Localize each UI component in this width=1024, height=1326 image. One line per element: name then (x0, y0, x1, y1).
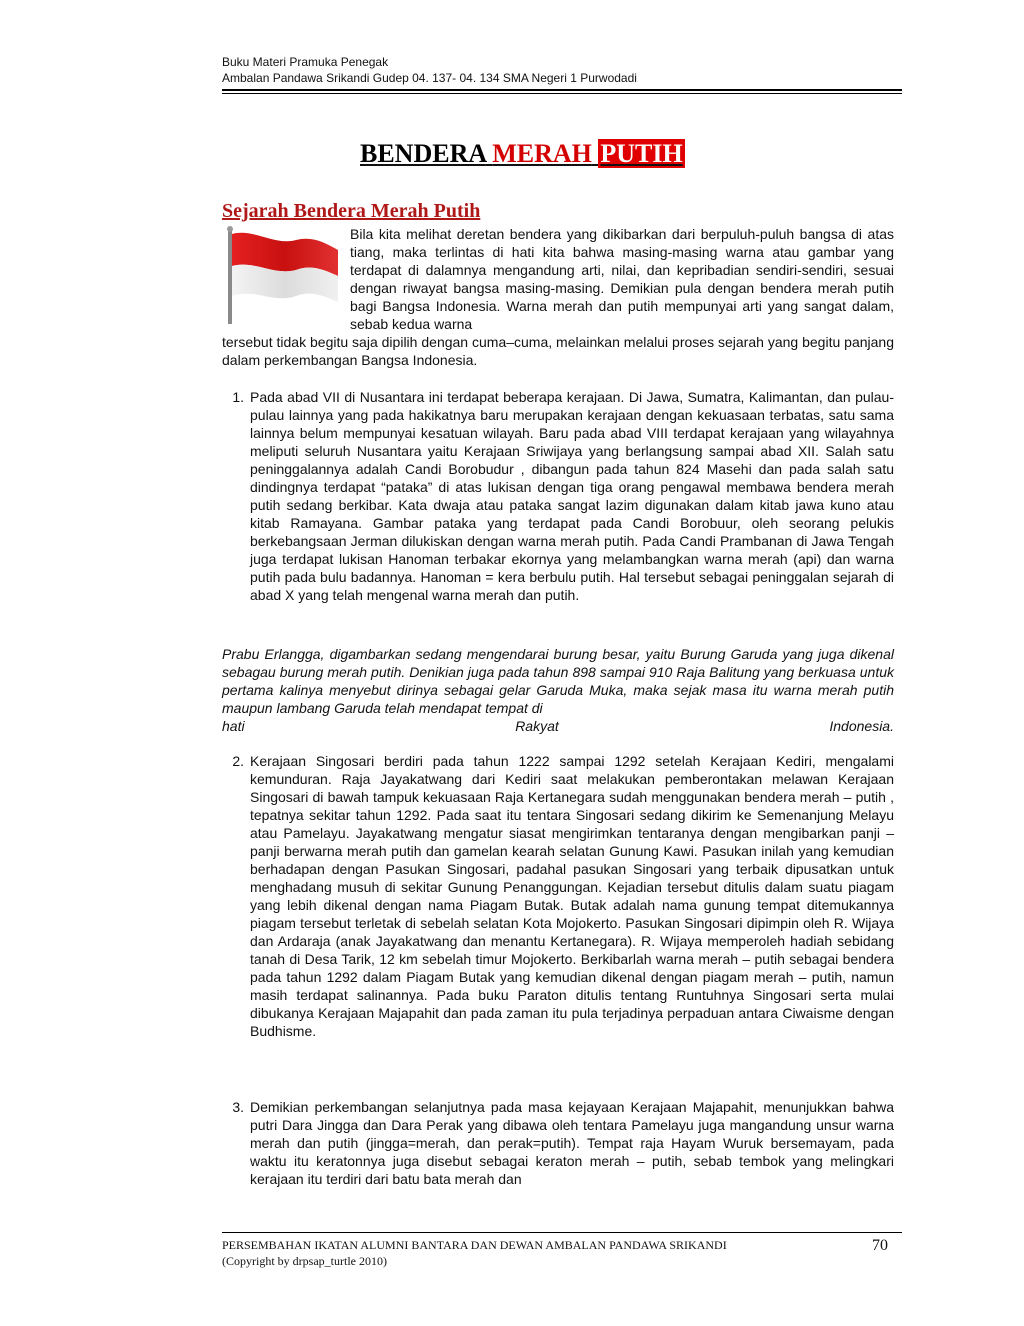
running-footer (222, 1237, 727, 1269)
italic-paragraph-last-line (222, 717, 894, 735)
italic-word-indonesia: Indonesia. (829, 718, 894, 734)
footer-rule (222, 1232, 902, 1233)
footer-line-1: PERSEMBAHAN IKATAN ALUMNI BANTARA DAN DEWAN AMBALAN PANDAWA SRIKANDI (222, 1238, 727, 1252)
title-word-merah: MERAH (492, 139, 592, 168)
title-word-putih: PUTIH (600, 139, 683, 168)
italic-paragraph-text: Prabu Erlangga, digambarkan sedang mengendarai burung besar, yaitu Burung Garuda yang juga dikenal sebagau burung merah putih. Denikian juga pada tahun 898 sampai 910 Raja Balitung yang berkuasa untuk pertama kalinya menyebut dirinya sebagai gelar Garuda Muka, maka sejak masa itu warna merah putih maupun lambang Garuda telah mendapat tempat di (222, 646, 894, 716)
page-number: 70 (872, 1237, 888, 1254)
header-line-1: Buku Materi Pramuka Penegak (222, 55, 389, 69)
list-number-3: 3. (232, 1099, 244, 1115)
italic-paragraph (222, 645, 894, 735)
intro-paragraph-continued: tersebut tidak begitu saja dipilih dengan cuma–cuma, melainkan melalui proses sejarah yang begitu panjang dalam perkembangan Bangsa Indonesia. (222, 334, 894, 368)
header-rule-thin (222, 93, 902, 94)
list-number-1: 1. (232, 389, 244, 405)
running-header (222, 54, 902, 86)
flag-pole-finial (227, 226, 233, 232)
list-item-2: Kerajaan Singosari berdiri pada tahun 1222 sampai 1292 setelah Kerajaan Kediri, mengalami kemunduran. Raja Jayakatwang dari Kediri saat melakukan pemberontakan melawan Kerajaan Singosari di bawah tampuk kekuasaan Raja Kertanegara sudah menggunakan bendera merah – putih , tepatnya sekitar tahun 1292. Pada saat itu tentara Singosari sedang dikirim ke Semenanjung Melayu atau Pamelayu. Jayakatwang mengatur siasat mengirimkan tentaranya dengan mengibarkan panji – panji berwarna merah putih dan gamelan kearah selatan Gunung Kawi. Pasukan inilah yang kemudian berhadapan dengan Pasukan Singosari, padahal pasukan Singosari yang terbaik dipusatkan untuk menghadang musuh di sekitar Gunung Penanggungan. Kejadian tersebut ditulis dalam suatu piagam yang lebih dikenal dengan nama Piagam Butak. Butak adalah nama gunung tempat ditemukannya piagam tersebut terletak di sebelah selatan Kota Mojokerto. Pasukan Singosari dipimpin oleh R. Wijaya dan Ardaraja (anak Jayakatwang dan menantu Kertanegara). R. Wijaya memperoleh hadiah sebidang tanah di Desa Tarik, 12 km sebelah timur Mojokerto. Berkibarlah warna merah – putih sebagai bendera pada tahun 1292 dalam Piagam Butak yang kemudian dikenal dengan piagam merah – putih, namun masih terdapat salinannya. Pada buku Paraton ditulis tentang Runtuhnya Singosari serta mulai dibukanya Kerajaan Majapahit dan pada zaman itu pula terjadinya perpaduan antara Ciwaisme dengan Budhisme. (250, 753, 894, 1039)
footer-line-2: (Copyright by drpsap_turtle 2010) (222, 1254, 387, 1268)
flag-pole (228, 228, 232, 324)
list-number-2: 2. (232, 753, 244, 769)
header-rule-thick (222, 89, 902, 91)
section-heading: Sejarah Bendera Merah Putih (222, 200, 481, 222)
list-item-3: Demikian perkembangan selanjutnya pada masa kejayaan Kerajaan Majapahit, menunjukkan bahwa putri Dara Jingga dan Dara Perak yang dibawa oleh tentara Pamelayu juga mangandung unsur warna merah dan putih (jingga=merah, dan perak=putih). Tempat raja Hayam Wuruk bersemayam, pada waktu itu keratonnya juga disebut sebagai keraton merah – putih, sebab tembok yang melingkari kerajaan itu terdiri dari batu bata merah dan (250, 1099, 894, 1187)
italic-word-rakyat: Rakyat (515, 718, 559, 734)
header-line-2: Ambalan Pandawa Srikandi Gudep 04. 137- 04. 134 SMA Negeri 1 Purwodadi (222, 71, 637, 85)
list-item-1: Pada abad VII di Nusantara ini terdapat beberapa kerajaan. Di Jawa, Sumatra, Kalimantan, dan pulau-pulau lainnya yang pada hakikatnya baru merupakan kerajaan dengan kekuasaan terbatas, satu sama lainnya belum mempunyai kesatuan wilayah. Baru pada abad VIII terdapat kerajaan yang wilayahnya meliputi seluruh Nusantara yaitu Kerajaan Sriwijaya yang berlangsung sampai abad XII. Salah satu peninggalannya adalah Candi Borobudur , dibangun pada tahun 824 Masehi dan pada salah satu dindingnya terdapat “pataka” di atas lukisan dengan tiga orang pengawal membawa bendera merah putih sedang berkibar. Kata dwaja atau pataka sangat lazim digunakan dalam kitab jawa kuno atau kitab Ramayana. Gambar pataka yang terdapat pada Candi Borobuur, oleh seorang pelukis berkebangsaan Jerman dilukiskan dengan warna merah putih. Pada Candi Prambanan di Jawa Tengah juga terdapat lukisan Hanoman terbakar ekornya yang melambangkan warna merah (api) dan warna putih pada bulu badannya. Hanoman = kera berbulu putih. Hal tersebut sebagai peninggalan sejarah di abad X yang telah mengenal warna merah dan putih. (250, 389, 894, 603)
italic-word-hati: hati (222, 718, 245, 734)
title-word-bendera: BENDERA (360, 139, 486, 168)
red-white-flag-icon (224, 226, 342, 326)
intro-paragraph-beside-flag: Bila kita melihat deretan bendera yang dikibarkan dari berpuluh-puluh bangsa di atas tiang, maka terlintas di hati kita bahwa masing-masing warna atau gambar yang terdapat di dalamnya mengandung arti, nilai, dan kepribadian sendiri-sendiri, sesuai dengan riwayat bangsa masing-masing. Demikian pula dengan bendera merah putih bagi Bangsa Indonesia. Warna merah dan putih mempunyai arti yang sangat dalam, sebab kedua warna (350, 226, 894, 332)
page-title (360, 138, 685, 170)
